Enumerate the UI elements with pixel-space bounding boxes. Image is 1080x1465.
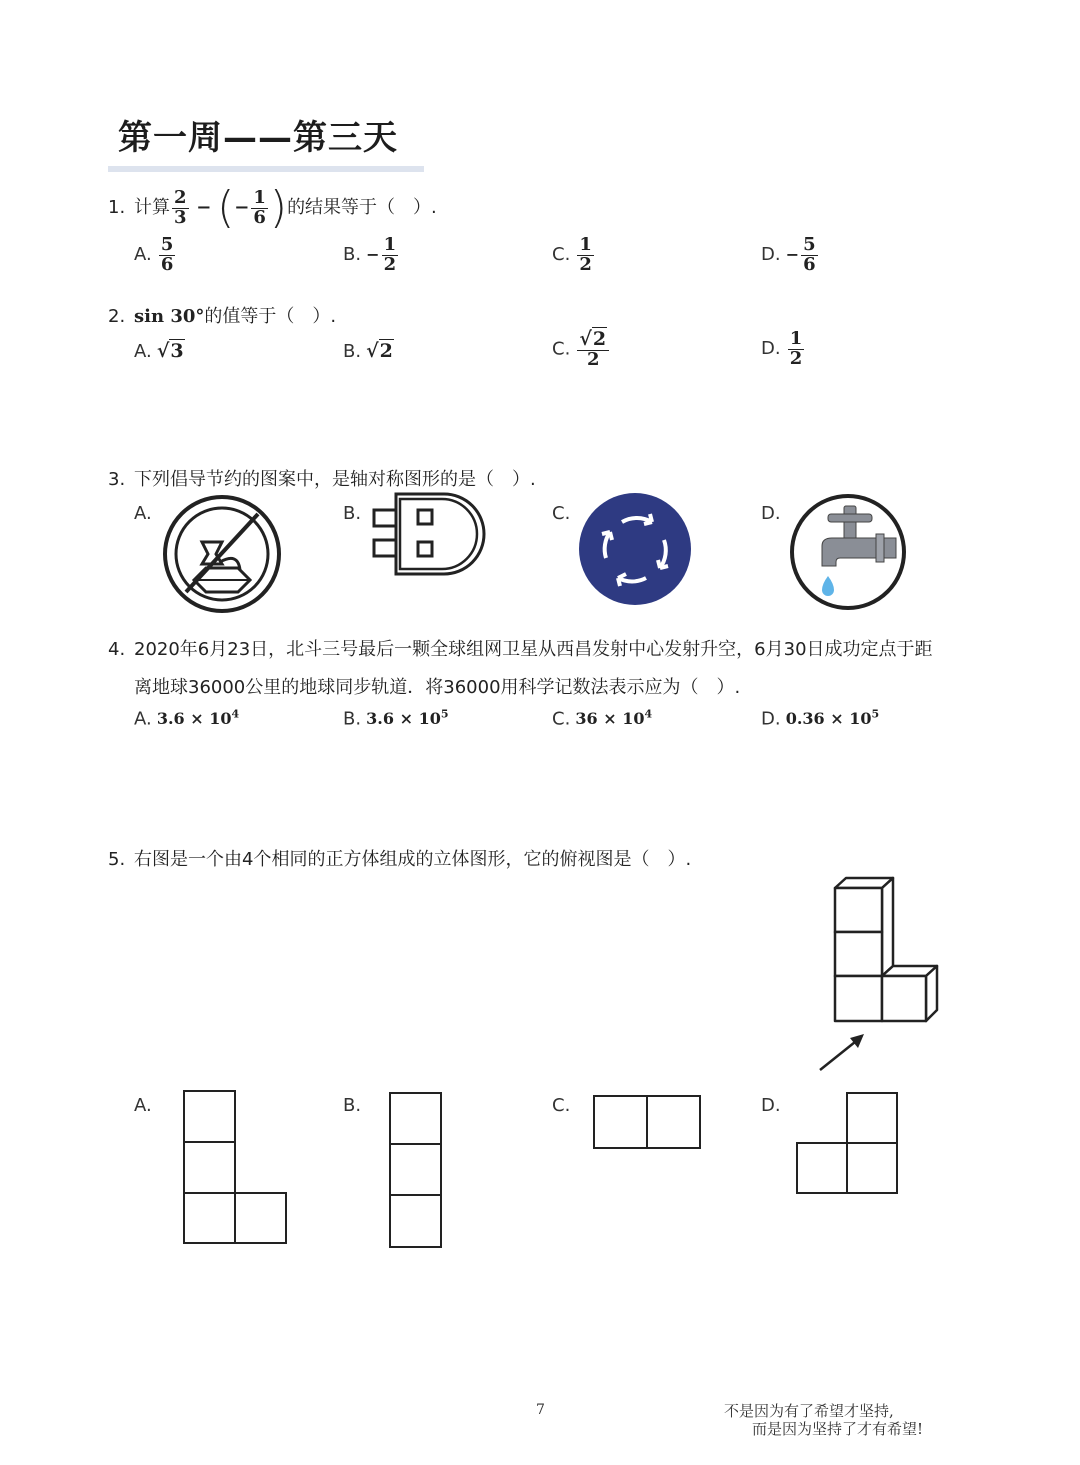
minus-sign: −: [196, 197, 212, 218]
top-view-option-a[interactable]: [182, 1089, 288, 1245]
option-c-label[interactable]: C.: [552, 1095, 571, 1116]
recycle-arrows-icon: [578, 492, 692, 606]
option-label: D.: [761, 337, 781, 359]
option-b-label[interactable]: B.: [343, 1095, 362, 1116]
option-a[interactable]: [134, 340, 185, 362]
option-label: D.: [761, 708, 781, 730]
question-number: 1.: [108, 197, 126, 218]
question-suffix: 的结果等于（ ）.: [287, 197, 437, 218]
scientific-notation: $0.36 \times 10^5$: [785, 708, 880, 729]
option-b[interactable]: [343, 236, 400, 275]
option-label: C.: [552, 708, 571, 730]
scientific-notation: $3.6 \times 10^4$: [156, 708, 240, 729]
option-b[interactable]: [343, 340, 394, 362]
option-b-label[interactable]: B.: [343, 503, 362, 524]
left-paren: (: [217, 182, 235, 233]
fraction: $\frac{1}{2}$: [579, 234, 592, 275]
page-number: 7: [536, 1402, 545, 1418]
option-label: B.: [343, 708, 362, 730]
question-number: 2.: [108, 306, 126, 327]
option-a[interactable]: [134, 236, 177, 275]
top-view-option-b[interactable]: [388, 1091, 444, 1251]
question-prefix: 计算: [134, 197, 170, 218]
question-3: [108, 465, 536, 491]
question-suffix: 的值等于（ ）.: [204, 306, 337, 327]
question-5: [108, 845, 691, 871]
fraction: $\frac{2}{3}$: [174, 186, 187, 228]
option-c[interactable]: [552, 330, 611, 370]
option-c[interactable]: [552, 708, 652, 729]
option-a[interactable]: [134, 708, 239, 729]
fraction: $\frac{5}{6}$: [160, 234, 174, 275]
option-label: D.: [761, 243, 781, 265]
motto-line-2: 而是因为坚持了才有希望!: [752, 1420, 924, 1438]
fraction: $\frac{1}{2}$: [789, 328, 803, 369]
inner-sign: −: [234, 197, 250, 218]
question-text: 右图是一个由4个相同的正方体组成的立体图形，它的俯视图是（ ）.: [134, 849, 692, 870]
fraction: $\frac{5}{6}$: [803, 234, 816, 275]
option-label: C.: [552, 243, 571, 265]
option-b[interactable]: [343, 708, 449, 729]
page-title: 第一周——第三天: [118, 118, 398, 158]
sign: −: [366, 244, 380, 264]
option-label: A.: [134, 341, 152, 362]
option-d[interactable]: [761, 708, 879, 729]
sign: −: [785, 244, 800, 264]
scientific-notation: $36 \times 10^4$: [575, 708, 653, 729]
question-number: 3.: [108, 469, 126, 490]
option-label: C.: [552, 338, 571, 360]
question-2: [108, 302, 336, 328]
no-food-waste-icon: [160, 492, 284, 616]
square-root: √2: [366, 340, 393, 362]
option-d[interactable]: [761, 330, 806, 369]
option-d[interactable]: [761, 236, 820, 275]
question-text-line2: 离地球36000公里的地球同步轨道．将36000用科学记数法表示应为（ ）.: [134, 677, 741, 698]
option-label: B.: [343, 243, 362, 265]
option-label: B.: [343, 341, 362, 362]
view-arrow-icon: [816, 1030, 868, 1074]
top-view-option-c[interactable]: [592, 1094, 704, 1152]
option-a-label[interactable]: A.: [134, 1095, 152, 1116]
fraction: $\frac{1}{2}$: [383, 234, 397, 275]
option-label: A.: [134, 243, 152, 265]
title-underline: [108, 166, 424, 172]
question-number: 5.: [108, 849, 126, 870]
option-d-label[interactable]: D.: [761, 503, 781, 524]
option-c-label[interactable]: C.: [552, 503, 571, 524]
option-a-label[interactable]: A.: [134, 503, 152, 524]
option-d-label[interactable]: D.: [761, 1095, 781, 1116]
square-root: √3: [156, 340, 184, 362]
fraction: $\frac{√2}{2}$: [577, 330, 609, 370]
expression: sin 30°: [134, 306, 205, 327]
top-view-option-d[interactable]: [795, 1091, 901, 1197]
question-number: 4.: [108, 639, 126, 660]
motto-line-1: 不是因为有了希望才坚持,: [724, 1402, 894, 1420]
scientific-notation: $3.6 \times 10^5$: [366, 708, 449, 729]
question-text: 下列倡导节约的图案中，是轴对称图形的是（ ）.: [134, 469, 536, 490]
fraction: $\frac{1}{6}$: [253, 186, 266, 228]
question-text-line1: 2020年6月23日，北斗三号最后一颗全球组网卫星从西昌发射中心发射升空，6月30日成功定点于距: [134, 639, 933, 660]
question-4: [108, 635, 933, 661]
option-c[interactable]: [552, 236, 596, 275]
option-label: A.: [134, 708, 152, 730]
power-plug-icon: [370, 490, 486, 576]
question-1: [108, 182, 437, 233]
right-paren: ): [269, 182, 288, 233]
water-faucet-icon: [788, 492, 908, 612]
